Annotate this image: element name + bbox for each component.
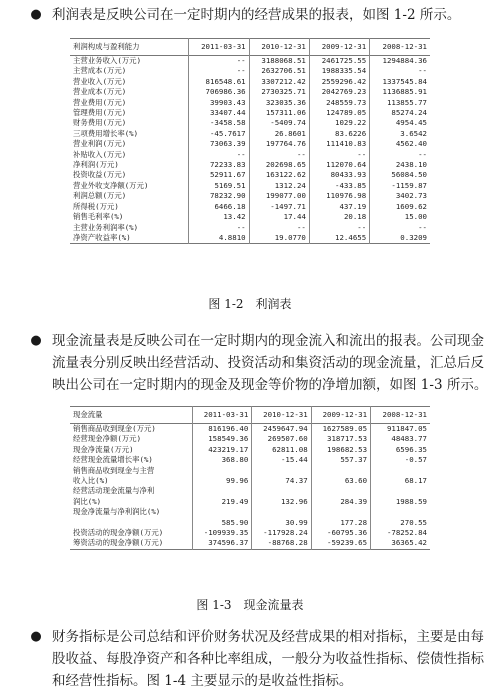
table-cell: 2559296.42 [309, 77, 369, 87]
table-cell: 1337545.84 [370, 77, 430, 87]
table-cell: 112070.64 [309, 160, 369, 170]
table-cell: 2042769.23 [309, 87, 369, 97]
table-cell: 48483.77 [371, 434, 430, 444]
table-cell: 17.44 [249, 212, 309, 222]
column-header: 2009-12-31 [311, 407, 370, 424]
table-cell: 26.8601 [249, 129, 309, 139]
table-cell: 202698.65 [249, 160, 309, 170]
table-cell: 437.19 [309, 202, 369, 212]
table-cell: 6596.35 [371, 445, 430, 455]
row-label: 利润总额(万元) [73, 191, 127, 201]
table-cell: 3.6542 [370, 129, 430, 139]
table-cell: 2632706.51 [249, 66, 309, 76]
row-label: 净利润(万元) [73, 160, 119, 170]
table-cell: 39903.43 [189, 98, 249, 108]
table-row [70, 170, 430, 180]
table-row [70, 476, 430, 486]
table-cell: 2459647.94 [252, 424, 311, 435]
row-label: 经营现金流量增长率(%) [73, 455, 153, 465]
row-label: 经营现金净额(万元) [73, 434, 142, 444]
column-header: 2009-12-31 [309, 39, 369, 56]
table-cell: -45.7617 [189, 129, 249, 139]
table-cell: -1159.87 [370, 181, 430, 191]
table-cell: 318717.53 [311, 434, 370, 444]
row-label: 经营活动现金流量与净利 [73, 486, 155, 496]
table-cell: -- [370, 223, 430, 233]
table-row [70, 108, 430, 118]
table-cell: 3402.73 [370, 191, 430, 201]
table-cell [371, 486, 430, 496]
income-statement-table [70, 38, 430, 244]
table-cell: 706986.36 [189, 87, 249, 97]
table-cell: -5409.74 [249, 118, 309, 128]
table-cell: 56084.50 [370, 170, 430, 180]
table-cell [252, 486, 311, 496]
row-label: 销售商品收到现金(万元) [73, 424, 156, 433]
table-cell: 198682.53 [311, 445, 370, 455]
table-cell: -- [189, 56, 249, 67]
table-cell [311, 486, 370, 496]
table-cell: 83.6226 [309, 129, 369, 139]
table-row [70, 424, 430, 435]
table-row [70, 191, 430, 201]
table-cell: 1294884.36 [370, 56, 430, 67]
table-cell: 1312.24 [249, 181, 309, 191]
table-cell: 374596.37 [192, 538, 251, 549]
table-cell: -109939.35 [192, 528, 251, 538]
row-label: 现金净流量(万元) [73, 444, 134, 454]
table-cell: 557.37 [311, 455, 370, 465]
table-cell: 3307212.42 [249, 77, 309, 87]
paragraph-income-statement [30, 4, 490, 26]
table-cell: -- [189, 223, 249, 233]
table-cell: 2730325.71 [249, 87, 309, 97]
table-cell: 0.3209 [370, 233, 430, 244]
table-cell: 63.60 [311, 476, 370, 486]
table-cell: 4.8810 [189, 233, 249, 244]
table-cell: 4954.45 [370, 118, 430, 128]
row-label: 主营业务利润率(%) [73, 222, 139, 232]
table-cell: 163122.62 [249, 170, 309, 180]
table-cell: 20.18 [309, 212, 369, 222]
table-cell: -- [249, 150, 309, 160]
table-cell: 124789.05 [309, 108, 369, 118]
row-label: 润比(%) [73, 496, 102, 506]
table-row [70, 233, 430, 244]
table-row [70, 497, 430, 507]
table-cell: -1497.71 [249, 202, 309, 212]
table-cell: 423219.17 [192, 445, 251, 455]
table-cell: -- [370, 66, 430, 76]
paragraph-text: 利润表是反映公司在一定时期内的经营成果的报表，如图 1-2 所示。 [52, 7, 461, 23]
table-row [70, 77, 430, 87]
table-cell: 270.55 [371, 518, 430, 528]
table-cell: 1029.22 [309, 118, 369, 128]
column-header: 2011-03-31 [189, 39, 249, 56]
table-cell: -78252.84 [371, 528, 430, 538]
table-cell: 52911.67 [189, 170, 249, 180]
table-cell: 1609.62 [370, 202, 430, 212]
table-row [70, 66, 430, 76]
table-cell: 5169.51 [189, 181, 249, 191]
table-cell: 323035.36 [249, 98, 309, 108]
table-cell: 199077.00 [249, 191, 309, 201]
column-header: 2010-12-31 [249, 39, 309, 56]
table-cell: 73063.39 [189, 139, 249, 149]
row-label: 筹资活动的现金净额(万元) [73, 538, 164, 548]
row-label: 财务费用(万元) [73, 118, 127, 128]
table-cell: 12.4655 [309, 233, 369, 244]
row-label: 主营成本(万元) [73, 66, 127, 76]
table-cell [192, 466, 251, 476]
table-cell: 269507.60 [252, 434, 311, 444]
table-cell: -- [249, 223, 309, 233]
row-label: 净资产收益率(%) [73, 232, 131, 242]
row-label: 营业收入(万元) [73, 76, 127, 86]
table-cell: 111410.83 [309, 139, 369, 149]
table-cell: 585.90 [192, 518, 251, 528]
table-cell: 132.96 [252, 497, 311, 507]
table-cell [192, 507, 251, 517]
table-row [70, 129, 430, 139]
paragraph-text: 财务指标是公司总结和评价财务状况及经营成果的相对指标，主要是由每股收益、每股净资产和各种比率组成，一般分为收益性指标、偿债性指标和经营性指标。图 1-4 主要显示的是收益性指标。 [52, 629, 484, 689]
table-cell: 113855.77 [370, 98, 430, 108]
table-cell: 85274.24 [370, 108, 430, 118]
table-header-row [70, 407, 430, 424]
table-cell: 4562.40 [370, 139, 430, 149]
table-cell: 816196.40 [192, 424, 251, 435]
paragraph-cash-flow [30, 330, 490, 396]
table-row [70, 223, 430, 233]
row-label: 营业利润(万元) [73, 139, 127, 149]
table-cell: 15.00 [370, 212, 430, 222]
table-cell [311, 466, 370, 476]
table-cell: 74.37 [252, 476, 311, 486]
table-cell: 68.17 [371, 476, 430, 486]
row-label: 营业外收支净额(万元) [73, 180, 149, 190]
row-label: 营业费用(万元) [73, 97, 127, 107]
table-cell: 177.28 [311, 518, 370, 528]
table-row [70, 486, 430, 496]
paragraph-text: 现金流量表是反映公司在一定时期内的现金流入和流出的报表。公司现金流量表分别反映出经营活动、投资活动和集资活动的现金流量，汇总后反映出公司在一定时期内的现金及现金等价物的净增加额，如图 1-3 所示。 [52, 333, 488, 393]
table-cell: -- [309, 150, 369, 160]
table-cell: -433.85 [309, 181, 369, 191]
table-row [70, 434, 430, 444]
table-cell: 157311.06 [249, 108, 309, 118]
table-row [70, 466, 430, 476]
table-cell: 2438.10 [370, 160, 430, 170]
table-cell: 80433.93 [309, 170, 369, 180]
table-row [70, 212, 430, 222]
table-cell [371, 466, 430, 476]
row-label: 销售毛利率(%) [73, 212, 124, 222]
row-label: 销售商品收到现金与主营 [73, 465, 155, 475]
table-cell: 99.96 [192, 476, 251, 486]
row-label: 收入比(%) [73, 476, 109, 486]
table-cell: 284.39 [311, 497, 370, 507]
table-row [70, 202, 430, 212]
row-label: 三项费用增长率(%) [73, 128, 139, 138]
table-row [70, 118, 430, 128]
table-row [70, 98, 430, 108]
table-cell: 13.42 [189, 212, 249, 222]
table-cell: 3188068.51 [249, 56, 309, 67]
table-cell [311, 507, 370, 517]
table-cell: 1988.59 [371, 497, 430, 507]
table-cell: 62811.08 [252, 445, 311, 455]
row-label: 主营业务收入(万元) [73, 56, 142, 65]
row-label: 现金净流量与净利润比(%) [73, 507, 161, 517]
cash-flow-table [70, 406, 430, 550]
table-cell: 19.0770 [249, 233, 309, 244]
table-row [70, 56, 430, 67]
row-label: 营业成本(万元) [73, 87, 127, 97]
table-cell: -59239.65 [311, 538, 370, 549]
table-cell [371, 507, 430, 517]
table-cell: 110976.98 [309, 191, 369, 201]
figure-caption: 图 1-3 现金流量表 [196, 598, 304, 612]
table-cell: 911847.05 [371, 424, 430, 435]
table-cell: 1627589.05 [311, 424, 370, 435]
bullet-icon: ● [30, 629, 42, 644]
table-cell: 78232.90 [189, 191, 249, 201]
table-cell [192, 486, 251, 496]
table-row [70, 528, 430, 538]
table-cell: 1988335.54 [309, 66, 369, 76]
table-cell: -3458.58 [189, 118, 249, 128]
table-header-row [70, 39, 430, 56]
table-cell: 368.80 [192, 455, 251, 465]
table-cell: 6466.18 [189, 202, 249, 212]
column-header: 利润构成与盈利能力 [73, 42, 140, 51]
table-cell: -- [189, 150, 249, 160]
bullet-icon: ● [30, 333, 42, 348]
figure-caption: 图 1-2 利润表 [208, 297, 292, 311]
table-row [70, 160, 430, 170]
column-header: 2008-12-31 [370, 39, 430, 56]
table-cell: 30.99 [252, 518, 311, 528]
table-cell: -- [370, 150, 430, 160]
table-cell: 36365.42 [371, 538, 430, 549]
table-cell: -- [189, 66, 249, 76]
table-row [70, 507, 430, 517]
table-row [70, 455, 430, 465]
column-header: 2010-12-31 [252, 407, 311, 424]
table-cell: -60795.36 [311, 528, 370, 538]
bullet-icon: ● [30, 7, 42, 22]
table-row [70, 445, 430, 455]
table-row [70, 538, 430, 549]
row-label: 管理费用(万元) [73, 108, 127, 118]
table-cell: 2461725.55 [309, 56, 369, 67]
table-cell: 248559.73 [309, 98, 369, 108]
table-cell: 33407.44 [189, 108, 249, 118]
table-cell: 816548.61 [189, 77, 249, 87]
row-label [70, 518, 192, 528]
table-cell: -0.57 [371, 455, 430, 465]
table-cell: 197764.76 [249, 139, 309, 149]
table-row [70, 181, 430, 191]
column-header: 现金流量 [73, 410, 103, 419]
row-label: 所得税(万元) [73, 201, 119, 211]
table-cell: 72233.83 [189, 160, 249, 170]
table-cell: -117928.24 [252, 528, 311, 538]
row-label: 投资收益(万元) [73, 170, 127, 180]
table-row [70, 518, 430, 528]
table-cell [252, 466, 311, 476]
column-header: 2011-03-31 [192, 407, 251, 424]
column-header: 2008-12-31 [371, 407, 430, 424]
table-cell: -15.44 [252, 455, 311, 465]
table-row [70, 87, 430, 97]
table-cell: 158549.36 [192, 434, 251, 444]
table-cell: 1136885.91 [370, 87, 430, 97]
paragraph-financial-indicators [30, 626, 490, 692]
row-label: 投资活动的现金净额(万元) [73, 528, 164, 538]
table-cell: -88768.28 [252, 538, 311, 549]
table-row [70, 150, 430, 160]
table-cell [252, 507, 311, 517]
table-row [70, 139, 430, 149]
table-cell: 219.49 [192, 497, 251, 507]
row-label: 补贴收入(万元) [73, 149, 127, 159]
table-cell: -- [309, 223, 369, 233]
